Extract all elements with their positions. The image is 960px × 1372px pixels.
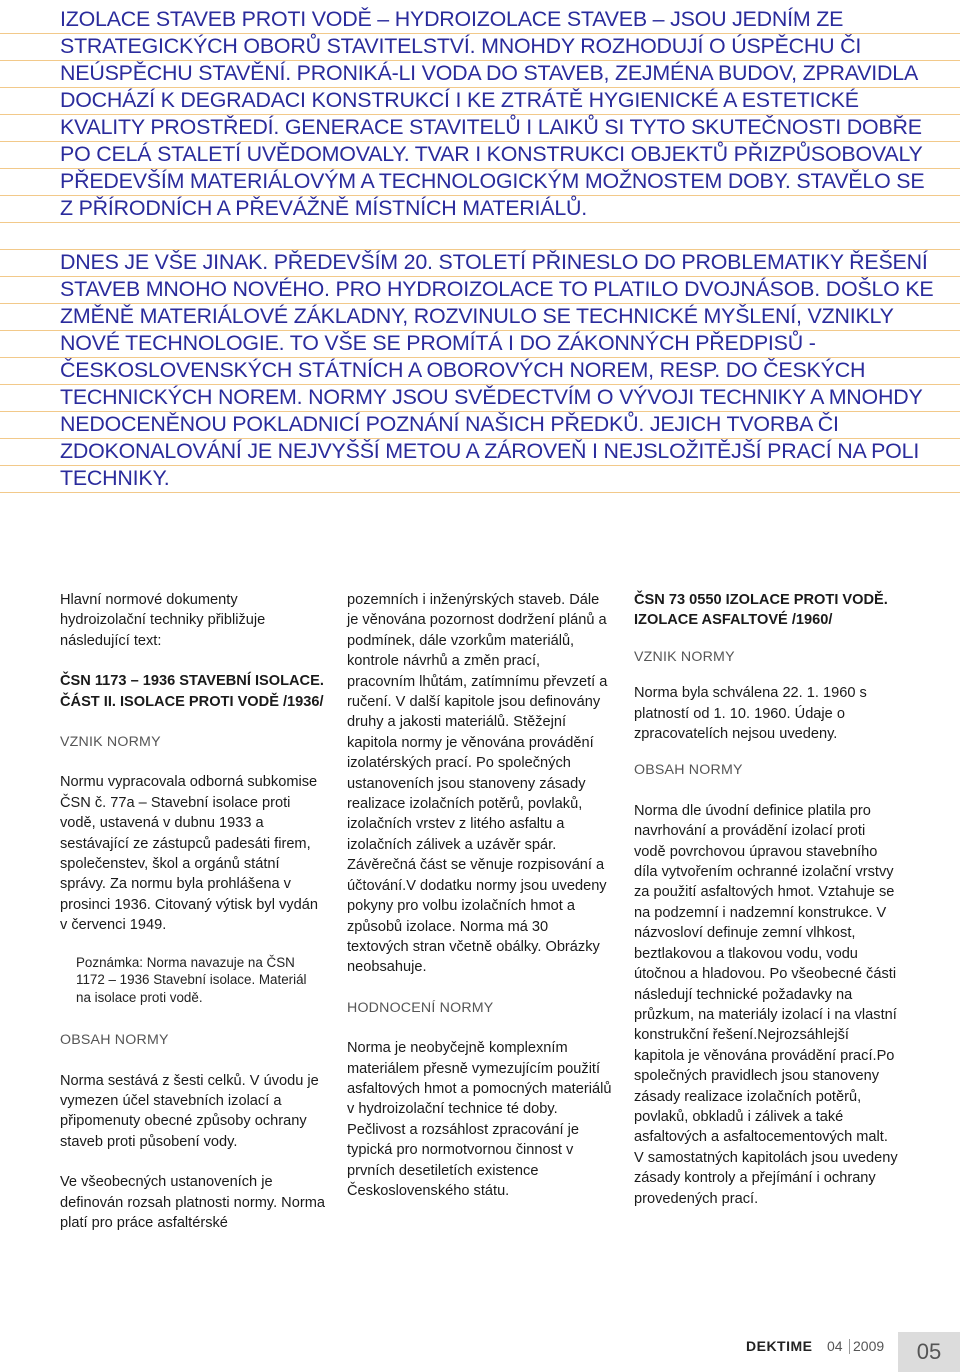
intro-text [60, 6, 940, 492]
rating-heading: HODNOCENÍ NORMY [347, 999, 494, 1016]
standard-title-1960: ČSN 73 0550 IZOLACE PROTI VODĚ. IZOLACE ASFALTOVÉ /1960/ [634, 592, 888, 629]
page-number: 05 [898, 1332, 960, 1372]
column-1 [60, 590, 325, 1233]
page-footer [0, 1332, 960, 1372]
note-text: Poznámka: Norma navazuje na ČSN 1172 – 1936 Stavební isolace. Materiál na isolace proti vodě. [76, 954, 307, 1005]
intro-paragraph-2: DNES JE VŠE JINAK. PŘEDEVŠÍM 20. STOLETÍ PŘINESLO DO PROBLEMATIKY ŘEŠENÍ STAVEB MNOHO NOVÉHO. PRO HYDROIZOLACE TO PLATILO DVOJNÁSOB. DOŠLO KE ZMĚNĚ MATERIÁLOVÉ ZÁKLADNY, ROZVINULO SE TECHNICKÉ MYŠLENÍ, VZNIKLY NOVÉ TECHNOLOGIE. TO VŠE SE PROMÍTÁ I DO ZÁKONNÝCH PŘEDPISŮ - ČESKOSLOVENSKÝCH STÁTNÍCH A OBOROVÝCH NOREM, RESP. DO ČESKÝCH TECHNICKÝCH NOREM. NORMY JSOU SVĚDECTVÍM O VÝVOJI TECHNIKY A MNOHDY NEDOCENĚNOU POKLADNICÍ POZNÁNÍ NAŠICH PŘEDKŮ. JEJICH TVORBA ČI ZDOKONALOVÁNÍ JE NEJVYŠŠÍ METOU A ZÁROVEŇ I NEJSLOŽITĚJŠÍ PRACÍ NA POLI TECHNIKY. [60, 250, 934, 490]
content-heading: OBSAH NORMY [634, 762, 743, 779]
content-text-1: Norma sestává z šesti celků. V úvodu je vymezen účel stavebních izolací a připomenuty obecné způsoby ochrany staveb proti působení vody. [60, 1072, 319, 1150]
column-2 [347, 590, 612, 1201]
origin-text: Normu vypracovala odborná subkomise ČSN č. 77a – Stavební isolace proti vodě, ustavená v dubnu 1933 a sestávající ze zástupců padesáti firem, společenstev, škol a orgánů státní správy. Za normu byla prohlášena v prosinci 1936. Citovaný výtisk byl vydán v červenci 1949. [60, 774, 318, 934]
issue-year: 2009 [853, 1338, 885, 1354]
footer-divider [849, 1339, 850, 1354]
brand-logo: DEKTIME [746, 1338, 813, 1354]
issue-number: 04 [827, 1338, 843, 1354]
standard-title-1936: ČSN 1173 – 1936 STAVEBNÍ ISOLACE. ČÁST II. ISOLACE PROTI VODĚ /1936/ [60, 673, 324, 710]
content-text-2: Ve všeobecných ustanoveních je definován rozsah platnosti normy. Norma platí pro práce asfaltérské [60, 1174, 325, 1232]
rating-text: Norma je neobyčejně komplexním materiálem přesně vymezujícím použití asfaltových hmot a pomocných materiálů v hydroizolační technice té doby. Pečlivost a rozsáhlost zpracování je typická pro normotvornou činnost v prvních desetiletích existence Československého státu. [347, 1040, 612, 1199]
rule-line [0, 492, 960, 493]
content-heading: OBSAH NORMY [60, 1032, 169, 1049]
origin-text: Norma byla schválena 22. 1. 1960 s platností od 1. 10. 1960. Údaje o zpracovatelích nejsou uvedeny. [634, 685, 867, 743]
intro-paragraph-1: IZOLACE STAVEB PROTI VODĚ – HYDROIZOLACE STAVEB – JSOU JEDNÍM ZE STRATEGICKÝCH OBORŮ STAVITELSTVÍ. MNOHDY ROZHODUJÍ O ÚSPĚCHU ČI NEÚSPĚCHU STAVĚNÍ. PRONIKÁ-LI VODA DO STAVEB, ZEJMÉNA BUDOV, ZPRAVIDLA DOCHÁZÍ K DEGRADACI KONSTRUKCÍ I KE ZTRÁTĚ HYGIENICKÉ A ESTETICKÉ KVALITY PROSTŘEDÍ. GENERACE STAVITELŮ I LAIKŮ SI TYTO SKUTEČNOSTI DOBŘE PO CELÁ STALETÍ UVĚDOMOVALY. TVAR I KONSTRUKCI OBJEKTŮ PŘIZPŮSOBOVALY PŘEDEVŠÍM MATERIÁLOVÝM A TECHNOLOGICKÝM MOŽNOSTEM DOBY. STAVĚLO SE Z PŘÍRODNÍCH A PŘEVÁŽNĚ MÍSTNÍCH MATERIÁLŮ. [60, 7, 925, 220]
column-3 [634, 590, 899, 1209]
lead-text: Hlavní normové dokumenty hydroizolační techniky přibližuje následující text: [60, 592, 266, 649]
origin-heading: VZNIK NORMY [634, 648, 735, 665]
column-2-text: pozemních i inženýrských staveb. Dále je věnována pozornost dodržení plánů a podmínek, dále vzorkům materiálů, kontrole návrhů a změn prací, pracovním lhůtám, zatímnímu převzetí a ručení. V další kapitole jsou definovány druhy a jakosti materiálů. Stěžejní kapitola normy je věnována provádění izolatérských prací. Po společných ustanoveních jsou stanoveny zásady realizace izolačních potěrů, povlaků, izolačních vrstev z litého asfaltu a izolačních zálivek a uzávěr spár. Závěrečná část se věnuje rozpisování a účtování.V dodatku normy jsou uvedeny pokyny pro volbu izolačních hmot a způsobů izolace. Norma má 30 textových stran včetně obálky. Obrázky neobsahuje. [347, 592, 608, 976]
origin-heading: VZNIK NORMY [60, 734, 161, 751]
content-text: Norma dle úvodní definice platila pro navrhování a provádění izolací proti vodě povrchovou úpravou stavebního díla vytvořením ochranné izolační vrstvy za použití asfaltových hmot. Vztahuje se na podzemní i nadzemní konstrukce. V názvosloví definuje zemní vlhkost, beztlakovou a tlakovou vodu, vodu útočnou a hladovou. Po všeobecné části následují technické požadavky na průzkum, na materiály izolací i na vlastní konstrukční řešení.Nejrozsáhlejší kapitola je věnována provádění prací.Po společných pravidlech jsou stanoveny zásady realizace izolačních potěrů, povlaků, obkladů i zálivek a také asfaltových a asfaltocementových malt. V samostatných kapitolách jsou uvedeny zásady kontroly a přejímání i ochrany provedených prací. [634, 802, 898, 1207]
